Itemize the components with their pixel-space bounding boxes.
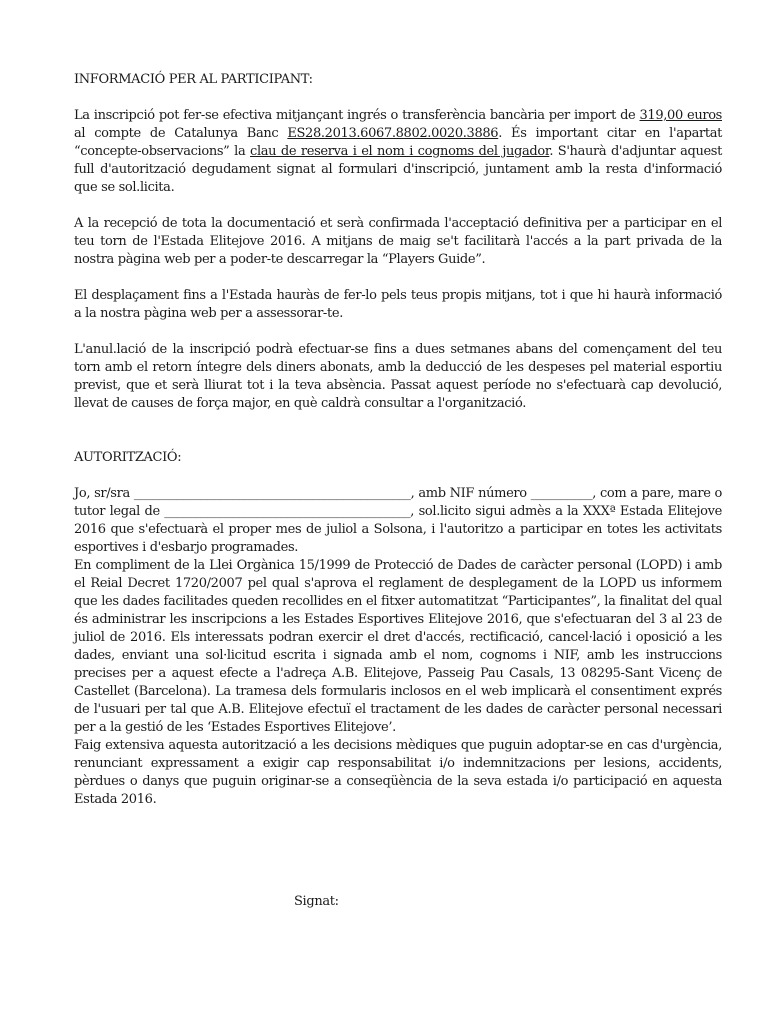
cancellation-paragraph: L'anul.lació de la inscripció podrà efectuar-se fins a dues setmanes abans del començament del teu torn amb el retorn íntegre dels diners abonats, amb la deducció de les despeses pel material esportiu previst, que et serà lliurat tot i la teva absència. Passat aquest període no s'efectuarà cap devolució, llevat de causes de força major, en què caldrà consultar a l'organització. — [74, 342, 722, 411]
confirmation-paragraph: A la recepció de tota la documentació et serà confirmada l'acceptació definitiva per a participar en el teu torn de l'Estada Elitejove 2016. A mitjans de maig se't facilitarà l'accés a la part privada de la nostra pàgina web per a poder-te descarregar la “Players Guide”. — [74, 216, 722, 267]
booking-reference-note: clau de reserva i el nom i cognoms del jugador — [250, 144, 550, 159]
payment-text-2: al compte de Catalunya Banc — [74, 126, 288, 141]
participant-info-heading: INFORMACIÓ PER AL PARTICIPANT: — [74, 72, 313, 87]
bank-account: ES28.2013.6067.8802.0020.3886 — [287, 126, 499, 141]
payment-paragraph — [74, 107, 722, 197]
payment-amount: 319,00 euros — [639, 108, 722, 123]
payment-text-1: La inscripció pot fer-se efectiva mitjançant ingrés o transferència bancària per import de — [74, 108, 640, 123]
payment-text-3: . És important citar en l'apartat “concepte-observacions” la — [74, 126, 722, 159]
data-protection-paragraph: En compliment de la Llei Orgànica 15/1999 de Protecció de Dades de caràcter personal (LOPD) i amb el Reial Decret 1720/2007 pel qual s'aprova el reglament de desplegament de la LOPD us informem que les dades facilitades queden recollides en el fitxer automatitzat “Participantes”, la finalitat del qual és administrar les inscripcions a les Estades Esportives Elitejove 2016, que s'efectuaran del 3 al 23 de juliol de 2016. Els interessats podran exercir el dret d'accés, rectificació, cancel·lació i oposició a les dades, enviant una sol·licitud escrita i signada amb el nom, cognoms i NIF, amb les instruccions precises per a aquest efecte a l'adreça A.B. Elitejove, Passeig Pau Casals, 13 08295-Sant Vicenç de Castellet (Barcelona). La tramesa dels formularis inclosos en el web implicarà el consentiment exprés de l'usuari per tal que A.B. Elitejove efectuï el tractament de les dades de caràcter personal necessari per a la gestió de les ‘Estades Esportives Elitejove’. — [74, 558, 722, 735]
authorization-statement: Jo, sr/sra _____________________________________________, amb NIF número __________, com a pare, mare o tutor legal de ________________________________________, sol.licito sigui admès a la XXXª Estada Elitejove 2016 que s'efectuarà el proper mes de juliol a Solsona, i l'autoritzo a participar en totes les activitats esportives i d'esbarjo programades. — [74, 486, 722, 555]
medical-consent-paragraph: Faig extensiva aquesta autorització a les decisions mèdiques que puguin adoptar-se en cas d'urgència, renunciant expressament a exigir cap responsabilitat i/o indemnitzacions per lesions, accidents, pèrdues o danys que puguin originar-se a conseqüència de la seva estada i/o participació en aquesta Estada 2016. — [74, 738, 722, 807]
document-body — [74, 71, 722, 809]
signature-label: Signat: — [294, 894, 339, 909]
travel-paragraph: El desplaçament fins a l'Estada hauràs de fer-lo pels teus propis mitjans, tot i que hi haurà informació a la nostra pàgina web per a assessorar-te. — [74, 288, 722, 321]
authorization-heading: AUTORITZACIÓ: — [74, 450, 182, 465]
payment-text-4: . S'haurà d'adjuntar aquest full d'autorització degudament signat al formulari d'inscripció, juntament amb la resta d'informació que se sol.licita. — [74, 144, 723, 195]
